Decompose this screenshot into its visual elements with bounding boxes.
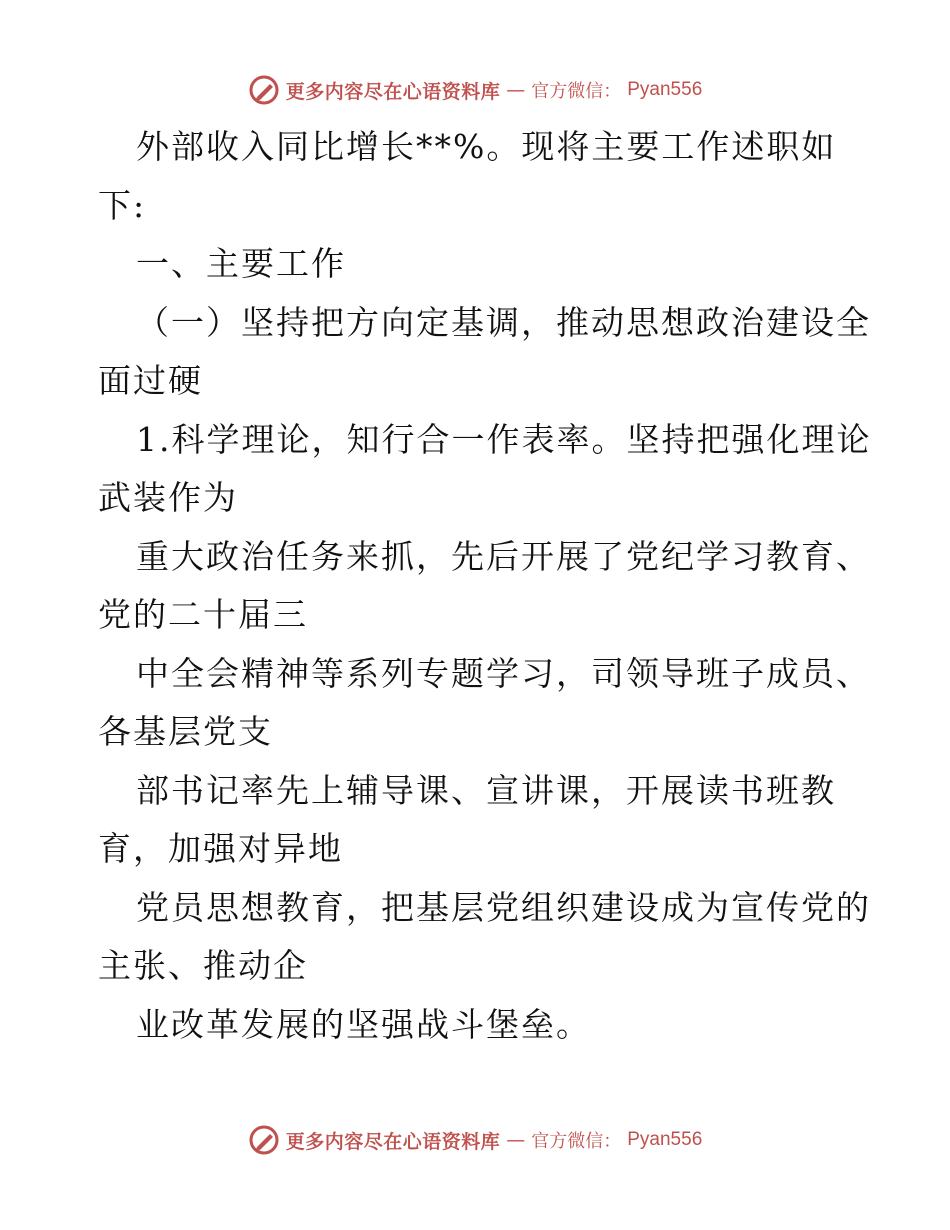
watermark-main-text: 更多内容尽在心语资料库 bbox=[285, 80, 501, 103]
watermark-wechat-id: Pyan556 bbox=[627, 79, 703, 100]
paragraph-line: 部书记率先上辅导课、宣讲课，开展读书班教 bbox=[136, 771, 836, 810]
section-heading: 一、主要工作 bbox=[136, 244, 346, 283]
paragraph-line: 各基层党支 bbox=[98, 712, 273, 751]
paragraph-line: 下: bbox=[98, 186, 147, 225]
watermark-sub-text: 官方微信： bbox=[531, 1131, 622, 1152]
paragraph-line: 育，加强对异地 bbox=[98, 829, 343, 868]
paragraph-line: 党的二十届三 bbox=[98, 595, 308, 634]
subsection-heading-cont: 面过硬 bbox=[98, 361, 203, 400]
watermark-separator: — bbox=[506, 79, 526, 101]
watermark-separator: — bbox=[506, 1129, 526, 1151]
paragraph-line: 中全会精神等系列专题学习，司领导班子成员、 bbox=[136, 654, 871, 693]
watermark-main-text: 更多内容尽在心语资料库 bbox=[285, 1130, 501, 1153]
paragraph-line: 武装作为 bbox=[98, 478, 238, 517]
footer-watermark bbox=[0, 1122, 950, 1158]
watermark-sub-text: 官方微信： bbox=[531, 81, 622, 102]
pen-logo-icon bbox=[248, 74, 280, 106]
paragraph-line: 外部收入同比增长**%。现将主要工作述职如 bbox=[136, 127, 837, 166]
watermark-wechat-id: Pyan556 bbox=[627, 1129, 703, 1150]
pen-logo-icon bbox=[248, 1124, 280, 1156]
paragraph-line: 党员思想教育，把基层党组织建设成为宣传党的 bbox=[136, 888, 871, 927]
paragraph-line: 主张、推动企 bbox=[98, 946, 308, 985]
paragraph-line: 业改革发展的坚强战斗堡垒。 bbox=[136, 1005, 591, 1044]
header-watermark bbox=[0, 72, 950, 108]
paragraph-line: 重大政治任务来抓，先后开展了党纪学习教育、 bbox=[136, 537, 871, 576]
paragraph-line: 1.科学理论，知行合一作表率。坚持把强化理论 bbox=[136, 420, 872, 459]
subsection-heading: （一）坚持把方向定基调，推动思想政治建设全 bbox=[136, 303, 871, 342]
